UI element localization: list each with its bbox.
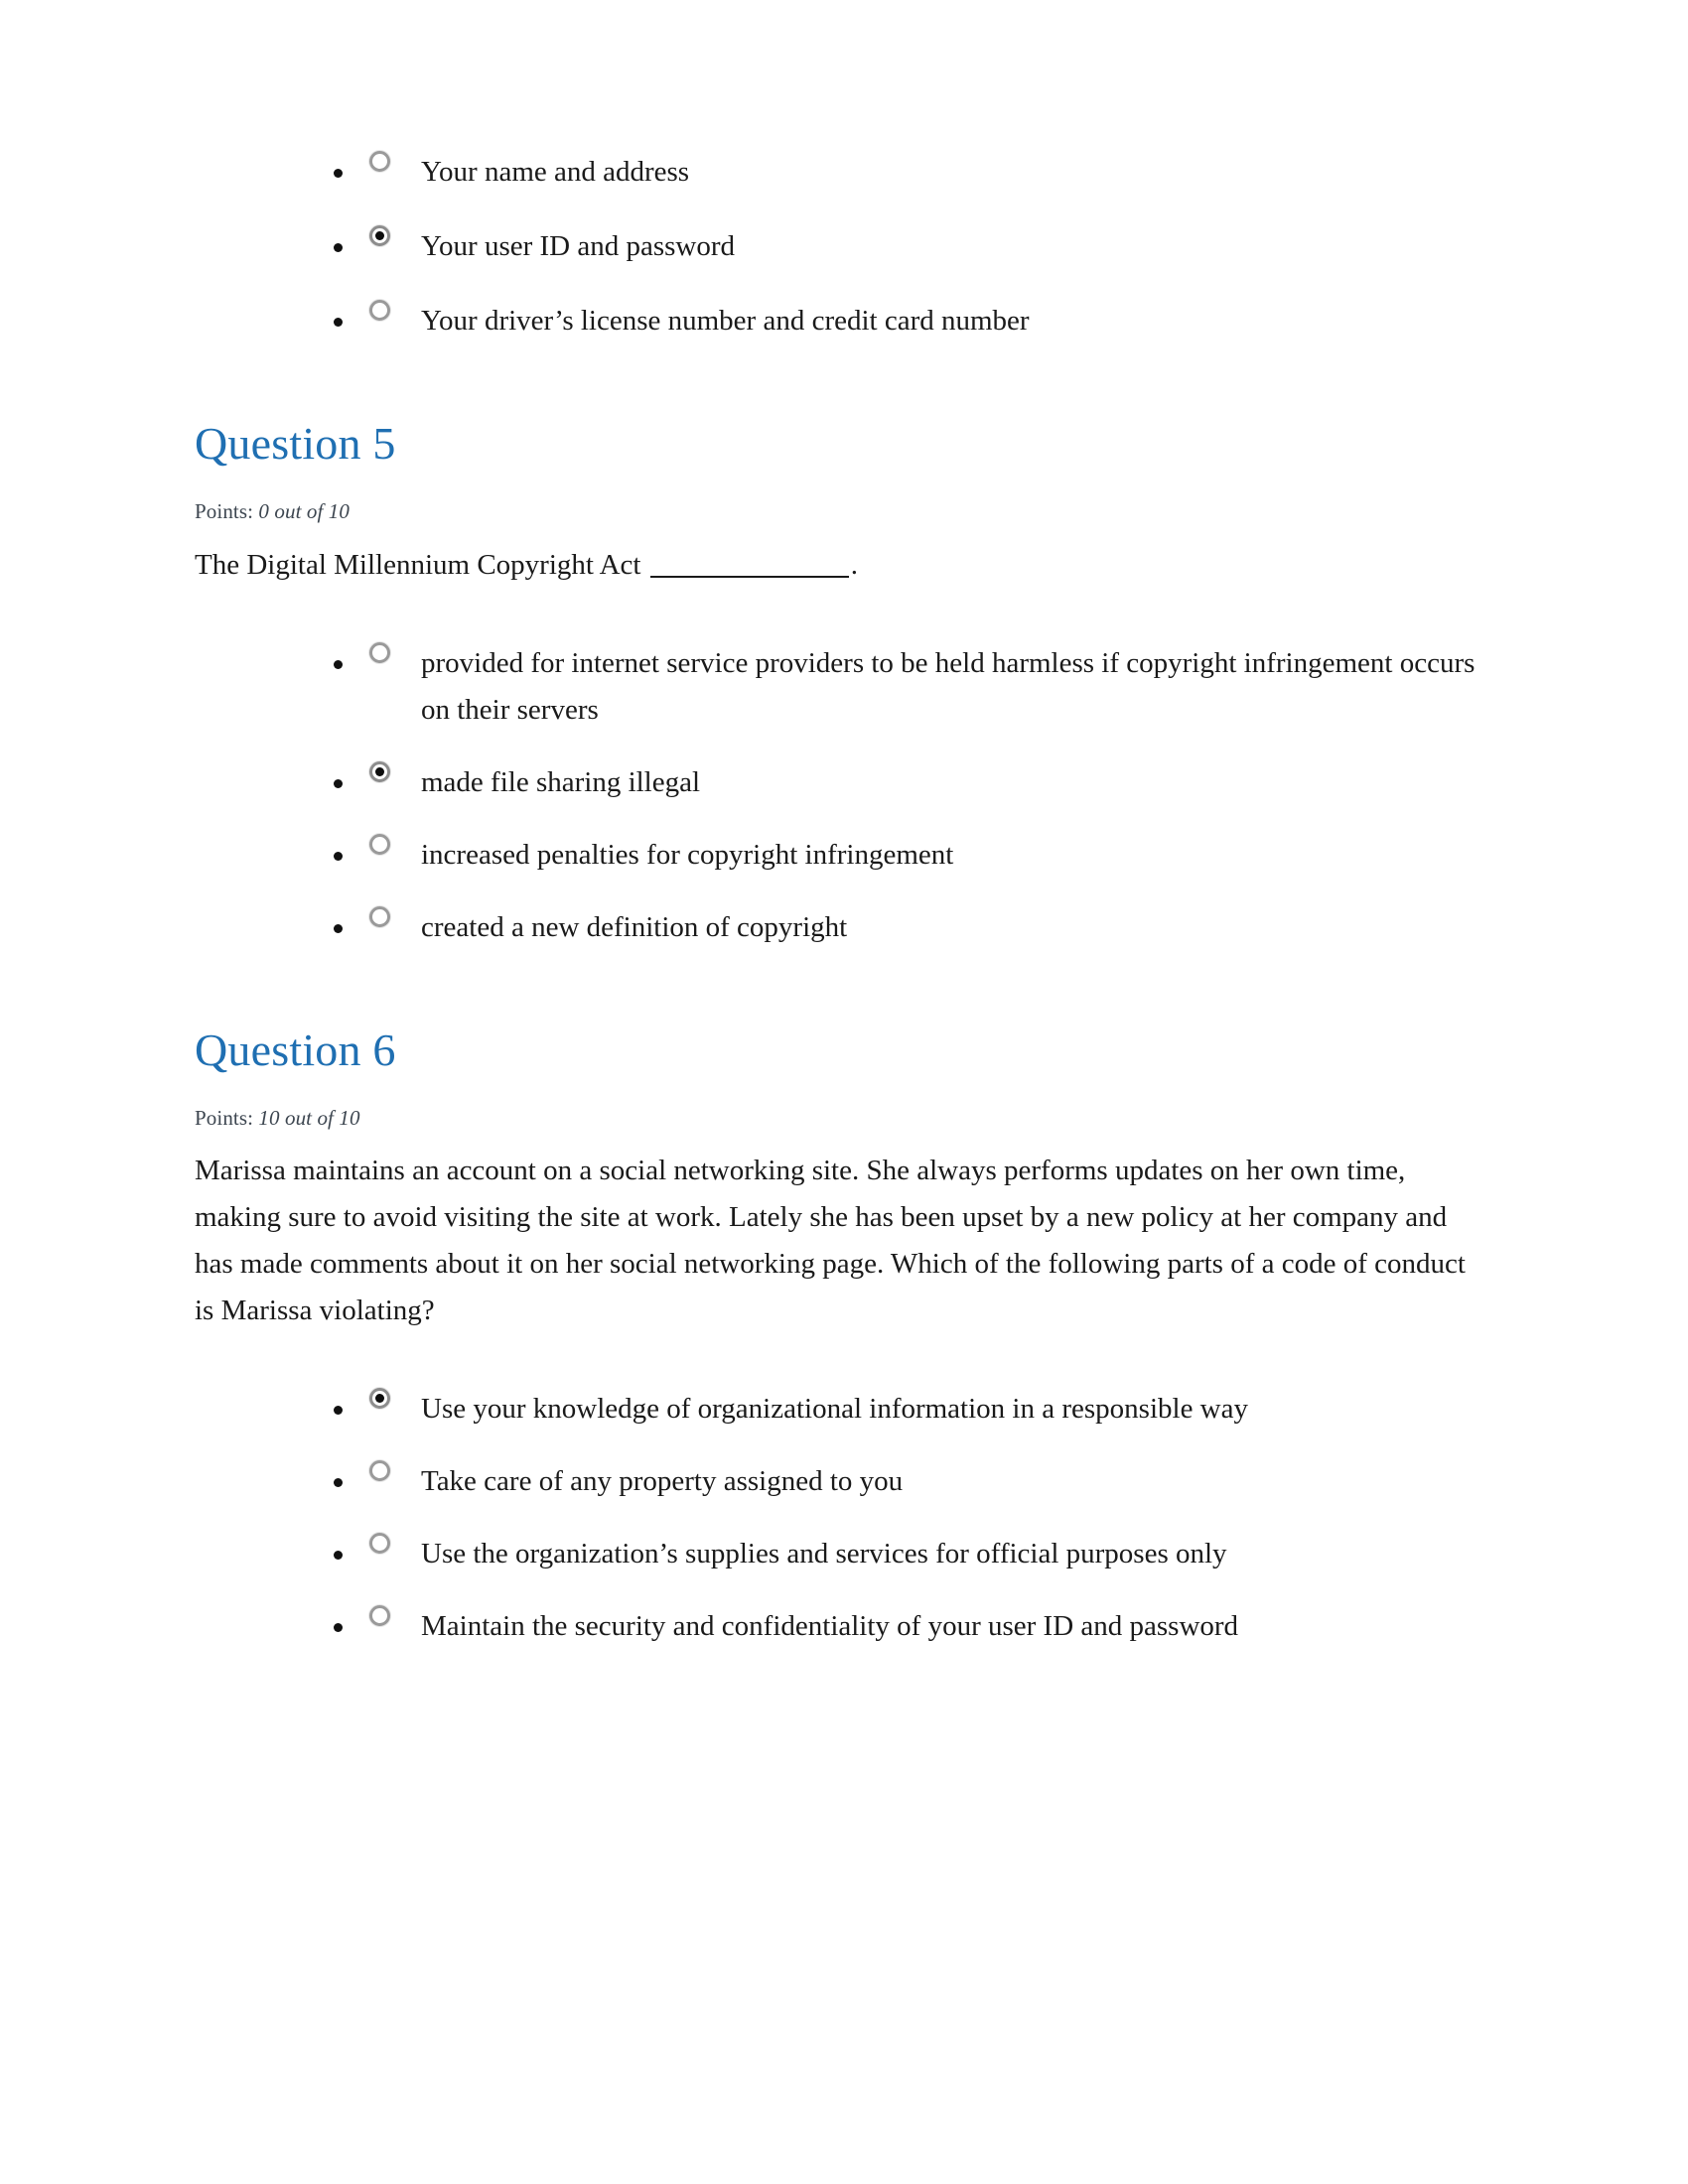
radio-button-icon[interactable] [369,151,390,172]
option-label: increased penalties for copyright infringement [421,838,954,871]
points-status [195,1105,1476,1132]
bullet-icon [334,1623,343,1632]
fill-in-blank [650,576,849,578]
list-item[interactable] [195,904,1476,951]
option-label: Your user ID and password [421,229,736,262]
bullet-icon [334,779,343,788]
points-label: Points: [195,499,254,524]
points-status [195,498,1476,525]
option-label: Use the organization’s supplies and services for official purposes only [421,1538,1227,1570]
option-label: Your name and address [421,156,690,188]
radio-button-icon[interactable] [369,642,390,663]
stem-text-after-blank: . [850,548,858,581]
radio-button-icon[interactable] [369,906,390,927]
radio-button-icon[interactable] [369,300,390,321]
question-block-6 [195,1024,1476,1651]
points-label: Points: [195,1106,254,1131]
list-item[interactable] [195,640,1476,734]
document-content [195,149,1476,1650]
bullet-icon [334,924,343,933]
option-label: made file sharing illegal [421,765,701,798]
answer-options-list-6 [195,1386,1476,1650]
option-label: Your driver’s license number and credit card number [421,304,1030,337]
radio-button-icon[interactable] [369,834,390,855]
page-title: Question 5 [195,417,396,469]
bullet-icon [334,660,343,669]
carryover-options-list [195,149,1476,344]
list-item[interactable] [195,1531,1476,1577]
radio-button-selected-icon[interactable] [369,761,390,782]
points-value: 10 out of 10 [258,1106,360,1131]
option-label: provided for internet service providers to be held harmless if copyright infringement occurs on their servers [421,646,1476,726]
bullet-icon [334,852,343,861]
list-item[interactable] [195,223,1476,270]
option-label: Take care of any property assigned to you [421,1465,904,1498]
page-title: Question 6 [195,1024,396,1075]
bullet-icon [334,1551,343,1560]
bullet-icon [334,1478,343,1487]
list-item[interactable] [195,759,1476,806]
question-stem: Marissa maintains an account on a social networking site. She always performs updates on her own time, making sure to avoid visiting the site at work. Lately she has been upset by a new policy at her company and has made comments about it on her social networking page. Which of the following parts of a code of conduct is Marissa violating? [195,1155,1466,1327]
bullet-icon [334,169,343,178]
option-label: Maintain the security and confidentiality of your user ID and password [421,1610,1239,1643]
bullet-icon [334,318,343,327]
list-item[interactable] [195,1603,1476,1650]
question-block-5 [195,418,1476,951]
radio-button-icon[interactable] [369,1605,390,1626]
radio-button-icon[interactable] [369,1533,390,1554]
list-item[interactable] [195,1458,1476,1505]
list-item[interactable] [195,298,1476,344]
option-label: Use your knowledge of organizational information in a responsible way [421,1393,1248,1426]
radio-button-selected-icon[interactable] [369,225,390,246]
option-label: created a new definition of copyright [421,910,848,943]
bullet-icon [334,243,343,252]
question-stem [195,542,1476,589]
answer-options-list-5 [195,640,1476,951]
stem-text-before-blank: The Digital Millennium Copyright Act [195,548,648,581]
bullet-icon [334,1406,343,1415]
list-item[interactable] [195,832,1476,879]
radio-button-selected-icon[interactable] [369,1388,390,1409]
points-value: 0 out of 10 [258,499,350,524]
list-item[interactable] [195,1386,1476,1433]
radio-button-icon[interactable] [369,1460,390,1481]
list-item[interactable] [195,149,1476,196]
